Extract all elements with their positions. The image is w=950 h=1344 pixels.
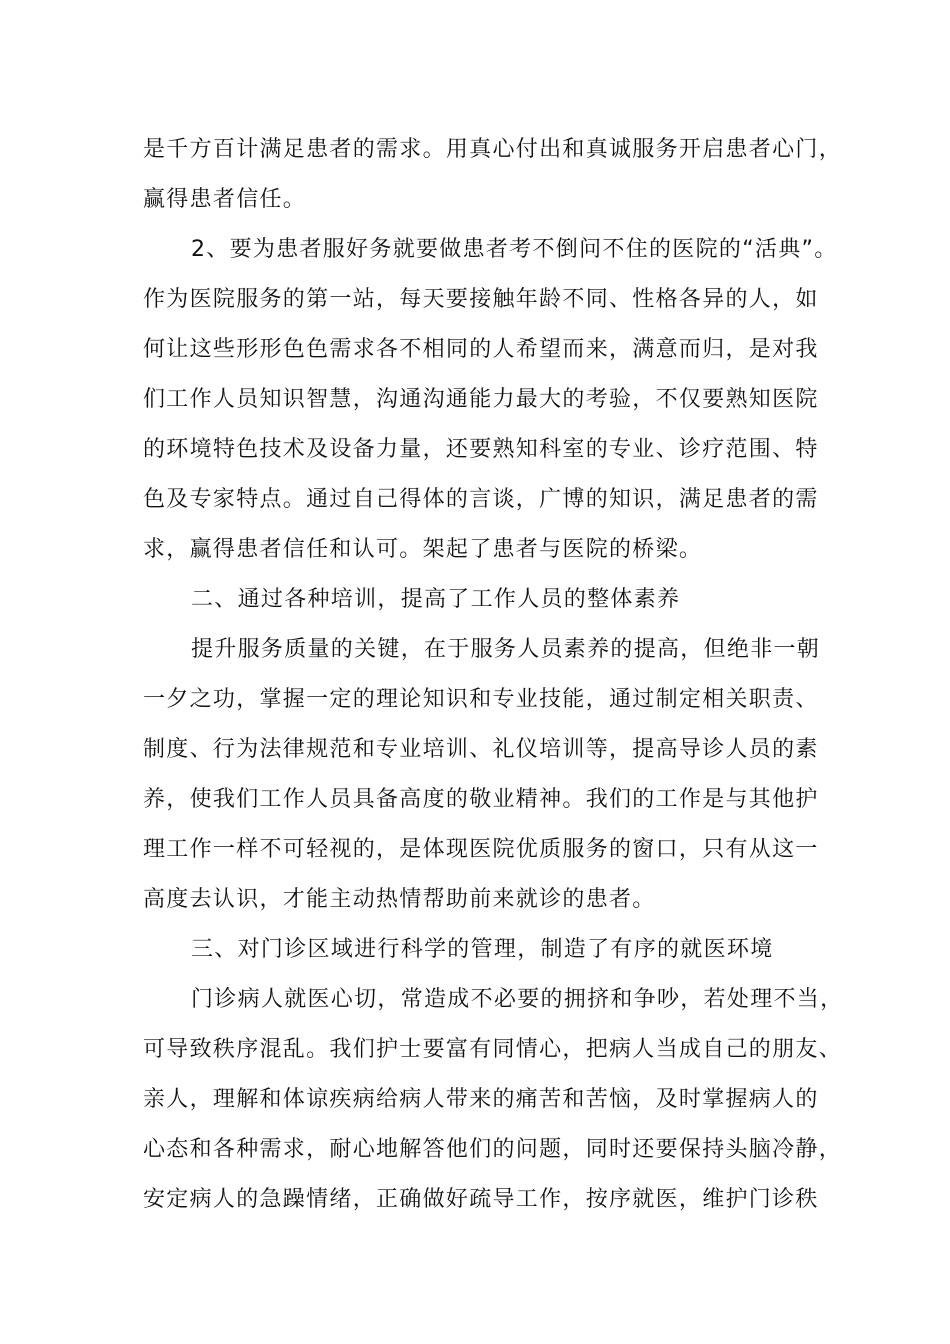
text-line: 心态和各种需求，耐心地解答他们的问题，同时还要保持头脑冷静， [143,1137,843,1162]
text-line: 高度去认识，才能主动热情帮助前来就诊的患者。 [143,887,656,912]
text-line: 安定病人的急躁情绪，正确做好疏导工作，按序就医，维护门诊秩 [143,1187,819,1212]
text-line: 理工作一样不可轻视的，是体现医院优质服务的窗口，只有从这一 [143,837,819,862]
section-heading: 三、对门诊区域进行科学的管理，制造了有序的就医环境 [191,937,774,962]
paragraph-start-line: 2、要为患者服好务就要做患者考不倒问不住的医院的“活典”。 [191,237,838,262]
text-line: 可导致秩序混乱。我们护士要富有同情心，把病人当成自己的朋友、 [143,1037,843,1062]
text-line: 一夕之功，掌握一定的理论知识和专业技能，通过制定相关职责、 [143,687,819,712]
text-line: 制度、行为法律规范和专业培训、礼仪培训等，提高导诊人员的素 [143,737,819,762]
text-line: 求，赢得患者信任和认可。架起了患者与医院的桥梁。 [143,537,703,562]
text-line: 色及专家特点。通过自己得体的言谈，广博的知识，满足患者的需 [143,487,819,512]
paragraph-start-line: 门诊病人就医心切，常造成不必要的拥挤和争吵，若处理不当， [191,987,844,1012]
section-heading: 二、通过各种培训，提高了工作人员的整体素养 [191,587,681,612]
text-line: 亲人，理解和体谅疾病给病人带来的痛苦和苦恼，及时掌握病人的 [143,1087,819,1112]
text-line: 是千方百计满足患者的需求。用真心付出和真诚服务开启患者心门， [143,137,843,162]
text-line: 作为医院服务的第一站，每天要接触年龄不同、性格各异的人，如 [143,287,819,312]
paragraph-start-line: 提升服务质量的关键，在于服务人员素养的提高，但绝非一朝 [191,637,821,662]
text-line: 养，使我们工作人员具备高度的敬业精神。我们的工作是与其他护 [143,787,819,812]
text-line: 们工作人员知识智慧，沟通沟通能力最大的考验，不仅要熟知医院 [143,387,819,412]
text-line: 何让这些形形色色需求各不相同的人希望而来，满意而归，是对我 [143,337,819,362]
text-line: 赢得患者信任。 [143,187,307,212]
text-line: 的环境特色技术及设备力量，还要熟知科室的专业、诊疗范围、特 [143,437,819,462]
